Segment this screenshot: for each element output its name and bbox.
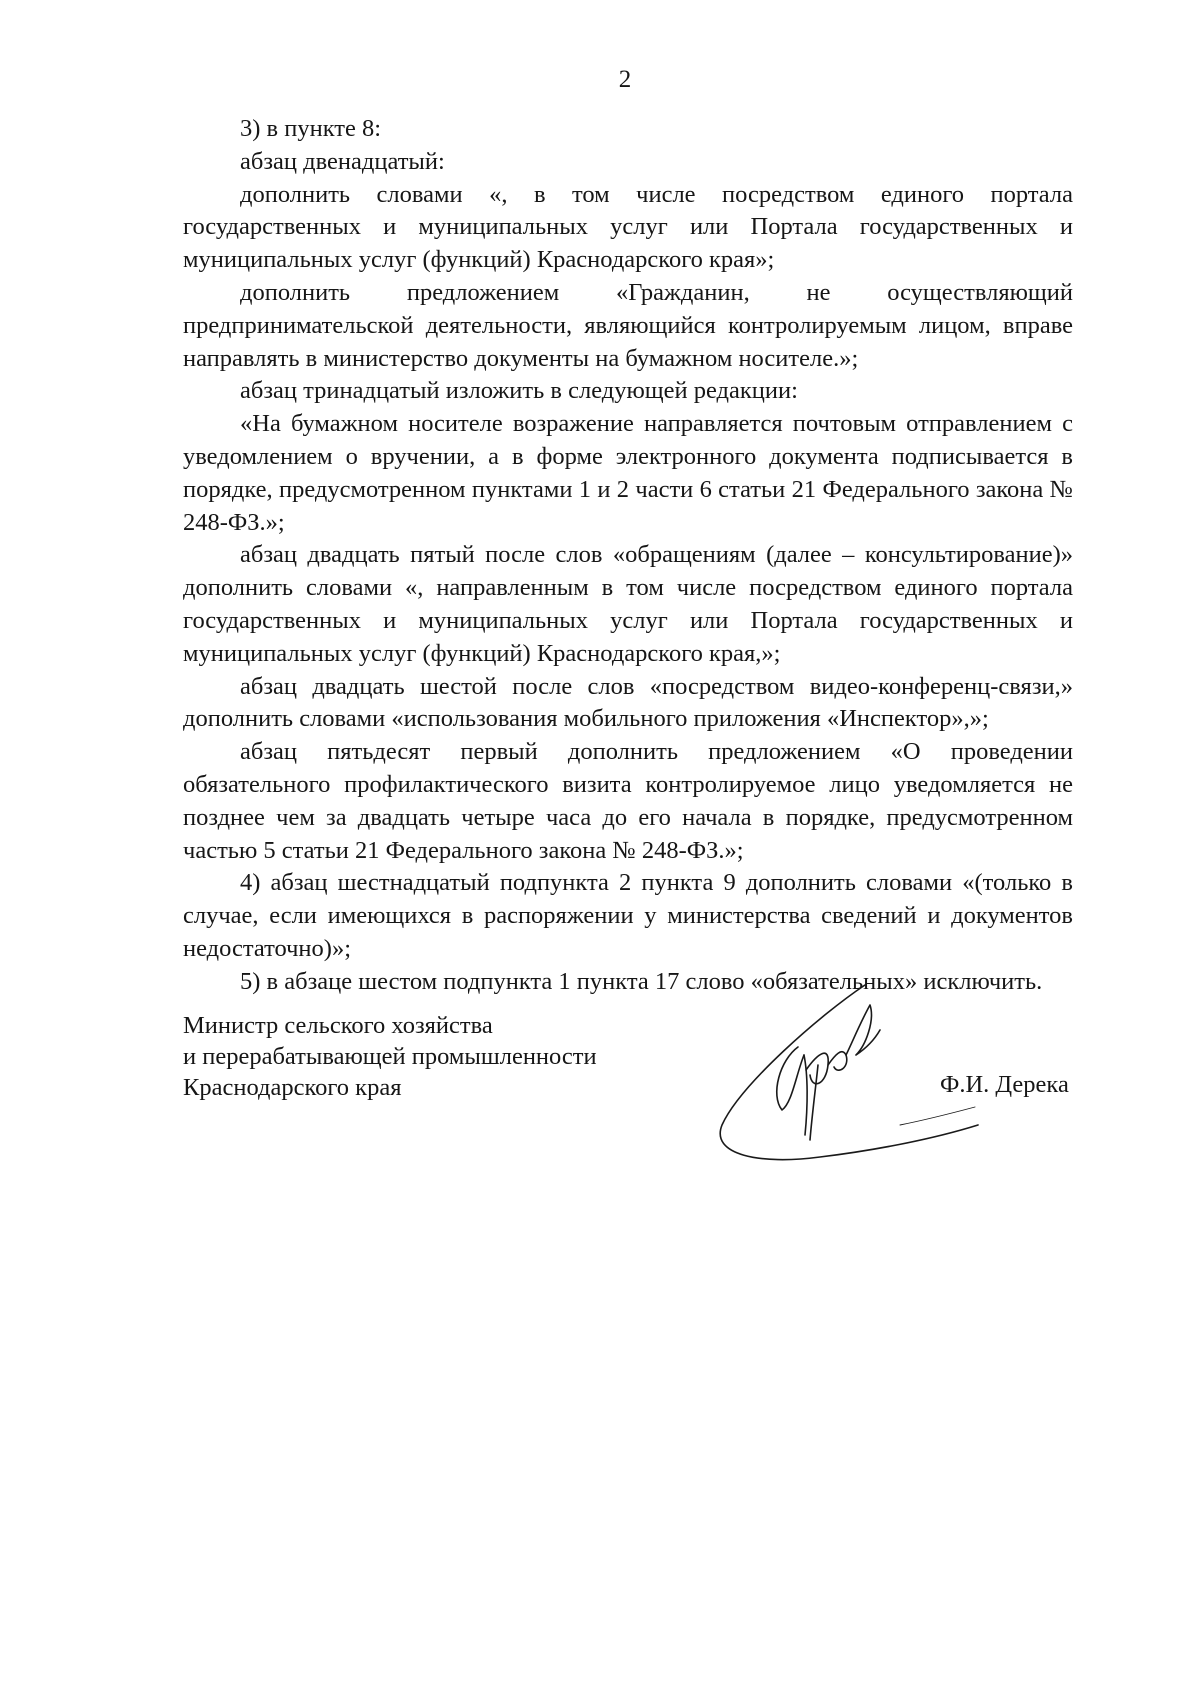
document-body (183, 113, 1073, 999)
signer-name: Ф.И. Дерека (940, 1071, 1069, 1098)
paragraph-1: 3) в пункте 8: (240, 115, 382, 142)
signatory-title (183, 1010, 597, 1103)
paragraph-7: абзац двадцать пятый после слов «обращениям (далее – консультирование)» дополнить словами «, направленным в том числе посредством единого портала государственных и муниципальных услуг или Портала государственных и муниципальных услуг (функций) Краснодарского края,»; (183, 541, 1073, 667)
paragraph-8: абзац двадцать шестой после слов «посредством видео-конференц-связи,» дополнить словами «использования мобильного приложения «Инспектор»,»; (183, 672, 1073, 733)
paragraph-9: абзац пятьдесят первый дополнить предложением «О проведении обязательного профилактического визита контролируемое лицо уведомляется не позднее чем за двадцать четыре часа до его начала в порядке, предусмотренном частью 5 статьи 21 Федерального закона № 248-ФЗ.»; (183, 738, 1073, 864)
paragraph-11: 5) в абзаце шестом подпункта 1 пункта 17 слово «обязательных» исключить. (240, 967, 1043, 995)
signatory-title-line: и перерабатывающей промышленности (183, 1043, 597, 1070)
signatory-title-line: Краснодарского края (183, 1074, 402, 1101)
page-number: 2 (618, 66, 632, 93)
paragraph-2: абзац двенадцатый: (240, 147, 445, 175)
paragraph-5: абзац тринадцатый изложить в следующей редакции: (240, 377, 798, 405)
paragraph-10: 4) абзац шестнадцатый подпункта 2 пункта 9 дополнить словами «(только в случае, если имеющихся в распоряжении у министерства сведений и документов недостаточно)»; (183, 869, 1073, 962)
paragraph-3: дополнить словами «, в том числе посредством единого портала государственных и муниципальных услуг или Портала государственных и муниципальных услуг (функций) Краснодарского края»; (183, 180, 1073, 274)
signatory-title-line: Министр сельского хозяйства (183, 1012, 493, 1039)
paragraph-6: «На бумажном носителе возражение направляется почтовым отправлением с уведомлением о вручении, а в форме электронного документа подписывается в порядке, предусмотренном пунктами 1 и 2 части 6 статьи 21 Федерального закона № 248-ФЗ.»; (183, 410, 1073, 536)
paragraph-4: дополнить предложением «Гражданин, не осуществляющий предпринимательской деятельности, являющийся контролируемым лицом, вправе направлять в министерство документы на бумажном носителе.»; (183, 278, 1073, 372)
